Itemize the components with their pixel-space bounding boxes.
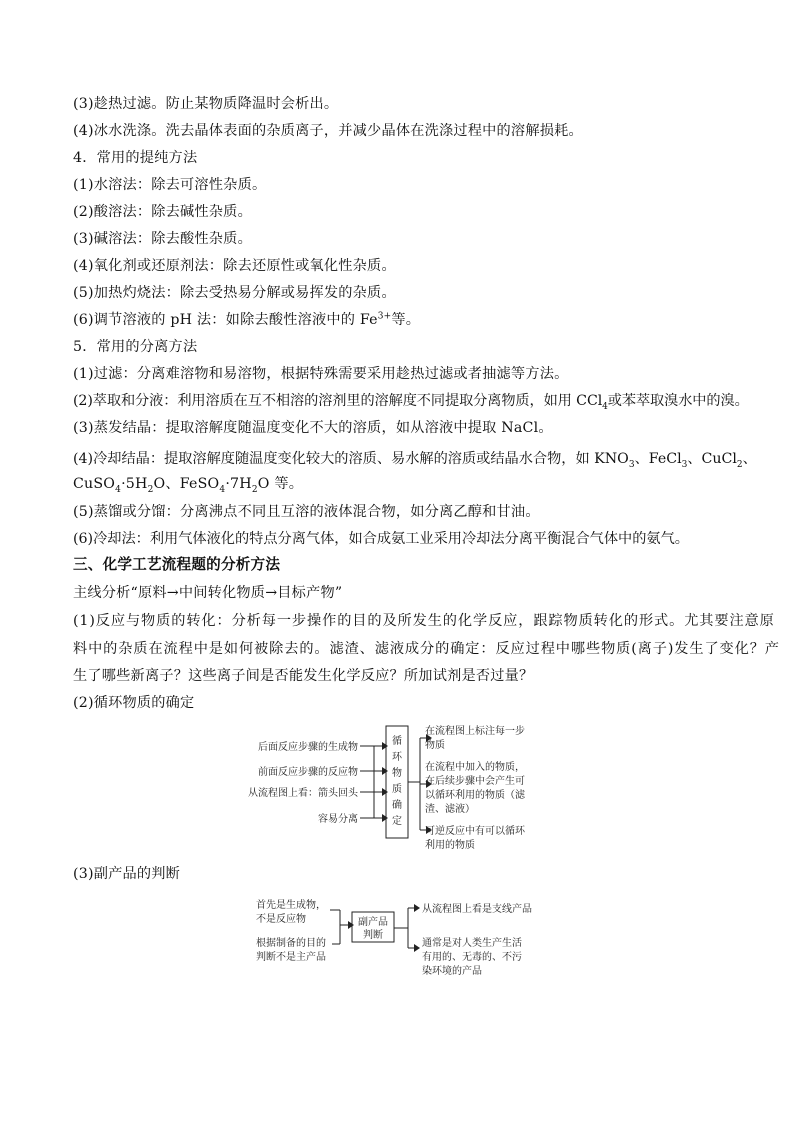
subscript: 2 <box>147 484 154 495</box>
text-line: 生了哪些新离子？这些离子间是否能发生化学反应？所加试剂是否过量？ <box>73 668 534 684</box>
text-line: (3)副产品的判断 <box>73 866 181 882</box>
left-label: 判断不是主产品 <box>256 952 326 963</box>
text-line: (2)酸溶法：除去碱性杂质。 <box>73 204 252 220</box>
text-line: 主线分析“原料→中间转化物质→目标产物” <box>73 585 343 601</box>
text-span: 、CuCl <box>687 451 737 467</box>
right-label: 在流程中加入的物质， <box>425 762 525 773</box>
left-label: 不是反应物 <box>256 914 306 925</box>
text-line: (2)循环物质的确定 <box>73 695 195 711</box>
text-line: (3)蒸发结晶：提取溶解度随温度变化不大的溶质，如从溶液中提取 NaCl。 <box>73 420 553 436</box>
subscript: 2 <box>251 484 258 495</box>
text-span: ·7H <box>225 476 252 492</box>
text-line <box>73 391 749 411</box>
left-label: 后面反应步骤的生成物 <box>258 742 358 753</box>
center-char: 质 <box>392 784 402 795</box>
section-heading: 三、化学工艺流程题的分析方法 <box>73 556 281 573</box>
text-line: (5)蒸馏或分馏：分离沸点不同且互溶的液体混合物，如分离乙醇和甘油。 <box>73 504 540 520</box>
subscript: 4 <box>115 484 122 495</box>
text-line: (5)加热灼烧法：除去受热易分解或易挥发的杂质。 <box>73 285 396 301</box>
left-label: 容易分离 <box>318 814 358 825</box>
text-span: (4)冷却结晶：提取溶解度随温度变化较大的溶质、易水解的溶质或结晶水合物，如 KNO <box>73 451 629 467</box>
left-label: 从流程图上看：箭头回头 <box>248 788 358 799</box>
center-char: 环 <box>392 752 402 763</box>
text-line: (1)过滤：分离难溶物和易溶物，根据特殊需要采用趁热过滤或者抽滤等方法。 <box>73 366 569 382</box>
right-label: 在流程图上标注每一步 <box>425 726 525 737</box>
right-label: 从流程图上看是支线产品 <box>422 904 532 915</box>
left-label: 前面反应步骤的反应物 <box>258 767 358 778</box>
left-label: 首先是生成物， <box>256 900 326 911</box>
right-label: 渣、滤液） <box>425 804 475 815</box>
text-span: CuSO <box>73 476 116 492</box>
right-label: 染环境的产品 <box>422 966 482 977</box>
text-span: (6)调节溶液的 pH 法：如除去酸性溶液中的 Fe <box>73 312 378 328</box>
text-span: O、FeSO <box>153 476 220 492</box>
right-label: 有用的、无毒的、不污 <box>422 952 522 963</box>
section-heading: 5．常用的分离方法 <box>73 339 198 355</box>
subscript: 2 <box>736 459 743 470</box>
right-label: 以循环利用的物质（滤 <box>425 790 525 801</box>
byproduct-diagram <box>250 892 560 982</box>
right-label: 物质 <box>425 740 445 751</box>
text-line: (3)趁热过滤。防止某物质降温时会析出。 <box>73 96 339 112</box>
section-heading: 4．常用的提纯方法 <box>73 150 198 166</box>
text-line: (4)氧化剂或还原剂法：除去还原性或氧化性杂质。 <box>73 258 396 274</box>
center-char: 物 <box>392 768 402 779</box>
superscript: 3+ <box>377 311 392 322</box>
text-line: (3)碱溶法：除去酸性杂质。 <box>73 231 252 247</box>
center-char: 循 <box>392 736 402 747</box>
text-line: (1)水溶法：除去可溶性杂质。 <box>73 177 267 193</box>
recycle-diagram <box>220 718 560 858</box>
text-span: (2)萃取和分液：利用溶质在互不相溶的溶剂里的溶解度不同提取分离物质，如用 CCl <box>73 393 603 409</box>
text-span: 等。 <box>391 312 421 328</box>
text-span: 或苯萃取溴水中的溴。 <box>607 393 749 409</box>
center-label: 副产品 <box>358 917 388 928</box>
text-line: (4)冰水洗涤。洗去晶体表面的杂质离子，并减少晶体在洗涤过程中的溶解损耗。 <box>73 123 583 139</box>
text-line: (1)反应与物质的转化：分析每一步操作的目的及所发生的化学反应，跟踪物质转化的形式。尤其要注意原 <box>73 613 775 629</box>
left-label: 根据制备的目的 <box>256 938 326 949</box>
right-label: 通常是对人类生产生活 <box>422 938 522 949</box>
text-span: 、FeCl <box>634 451 682 467</box>
right-label: 利用的物质 <box>425 840 475 851</box>
text-line <box>73 474 303 494</box>
text-span: ·5H <box>121 476 148 492</box>
text-span: O 等。 <box>257 476 304 492</box>
text-line <box>73 449 757 469</box>
subscript: 3 <box>628 459 635 470</box>
text-line: 料中的杂质在流程中是如何被除去的。滤渣、滤液成分的确定：反应过程中哪些物质(离子)发生了变化？产 <box>73 641 780 657</box>
text-span: 、 <box>742 451 757 467</box>
text-line: (6)冷却法：利用气体液化的特点分离气体，如合成氨工业采用冷却法分离平衡混合气体中的氨气。 <box>73 531 689 547</box>
center-char: 确 <box>392 800 402 811</box>
center-label: 判断 <box>363 930 383 941</box>
subscript: 4 <box>602 401 608 412</box>
subscript: 3 <box>681 459 688 470</box>
text-line <box>73 310 420 330</box>
subscript: 4 <box>219 484 226 495</box>
right-label: 可逆反应中有可以循环 <box>425 826 525 837</box>
right-label: 在后续步骤中会产生可 <box>425 776 525 787</box>
center-char: 定 <box>392 816 402 827</box>
